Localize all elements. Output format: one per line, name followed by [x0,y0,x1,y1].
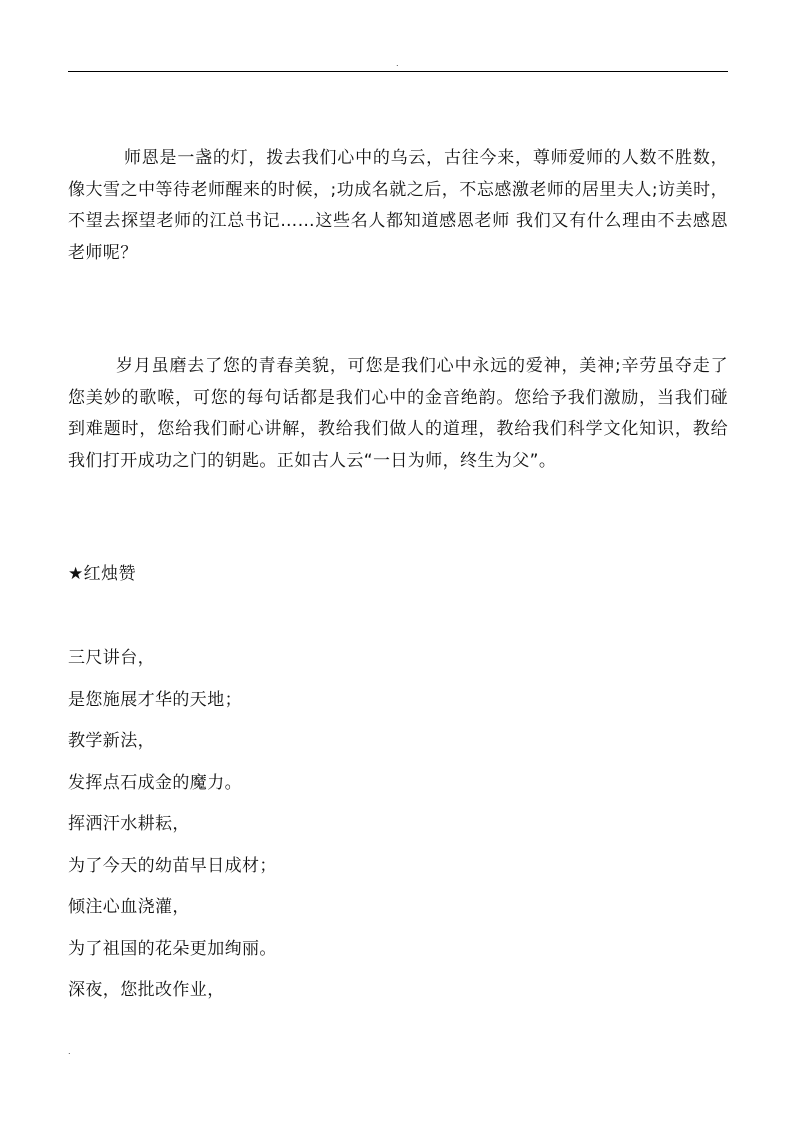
header-rule [68,71,728,72]
section-heading: ★红烛赞 [68,564,136,584]
poem-line: 倾注心血浇灌， [68,897,190,917]
poem-line: 为了祖国的花朵更加绚丽。 [68,938,277,959]
poem [68,647,277,1021]
poem-line: 是您施展才华的天地； [68,689,242,710]
footer-mark: . [68,1047,71,1056]
poem-line: 三尺讲台， [68,648,155,668]
paragraph-1: 师恩是一盏的灯，拨去我们心中的乌云，古往今来，尊师爱师的人数不胜数，像大雪之中等待老师醒来的时候，;功成名就之后，不忘感激老师的居里夫人;访美时，不望去探望老师的江总书记……这些名人都知道感恩老师 我们又有什么理由不去感恩老师呢？ [68,148,728,263]
poem-line: 深夜，您批改作业， [68,980,225,1000]
header-mark: . [396,59,399,68]
poem-line: 为了今天的幼苗早日成材； [68,855,277,876]
poem-line: 挥洒汗水耕耘， [68,814,190,834]
paragraph-2: 岁月虽磨去了您的青春美貌，可您是我们心中永远的爱神，美神;辛劳虽夺走了您美妙的歌喉，可您的每句话都是我们心中的金音绝韵。您给予我们激励，当我们碰到难题时，您给我们耐心讲解，教给我们做人的道理，教给我们科学文化知识，教给我们打开成功之门的钥匙。正如古人云“一日为师，终生为父”。 [68,356,728,471]
poem-line: 教学新法， [68,731,155,751]
poem-line: 发挥点石成金的魔力。 [68,772,242,793]
